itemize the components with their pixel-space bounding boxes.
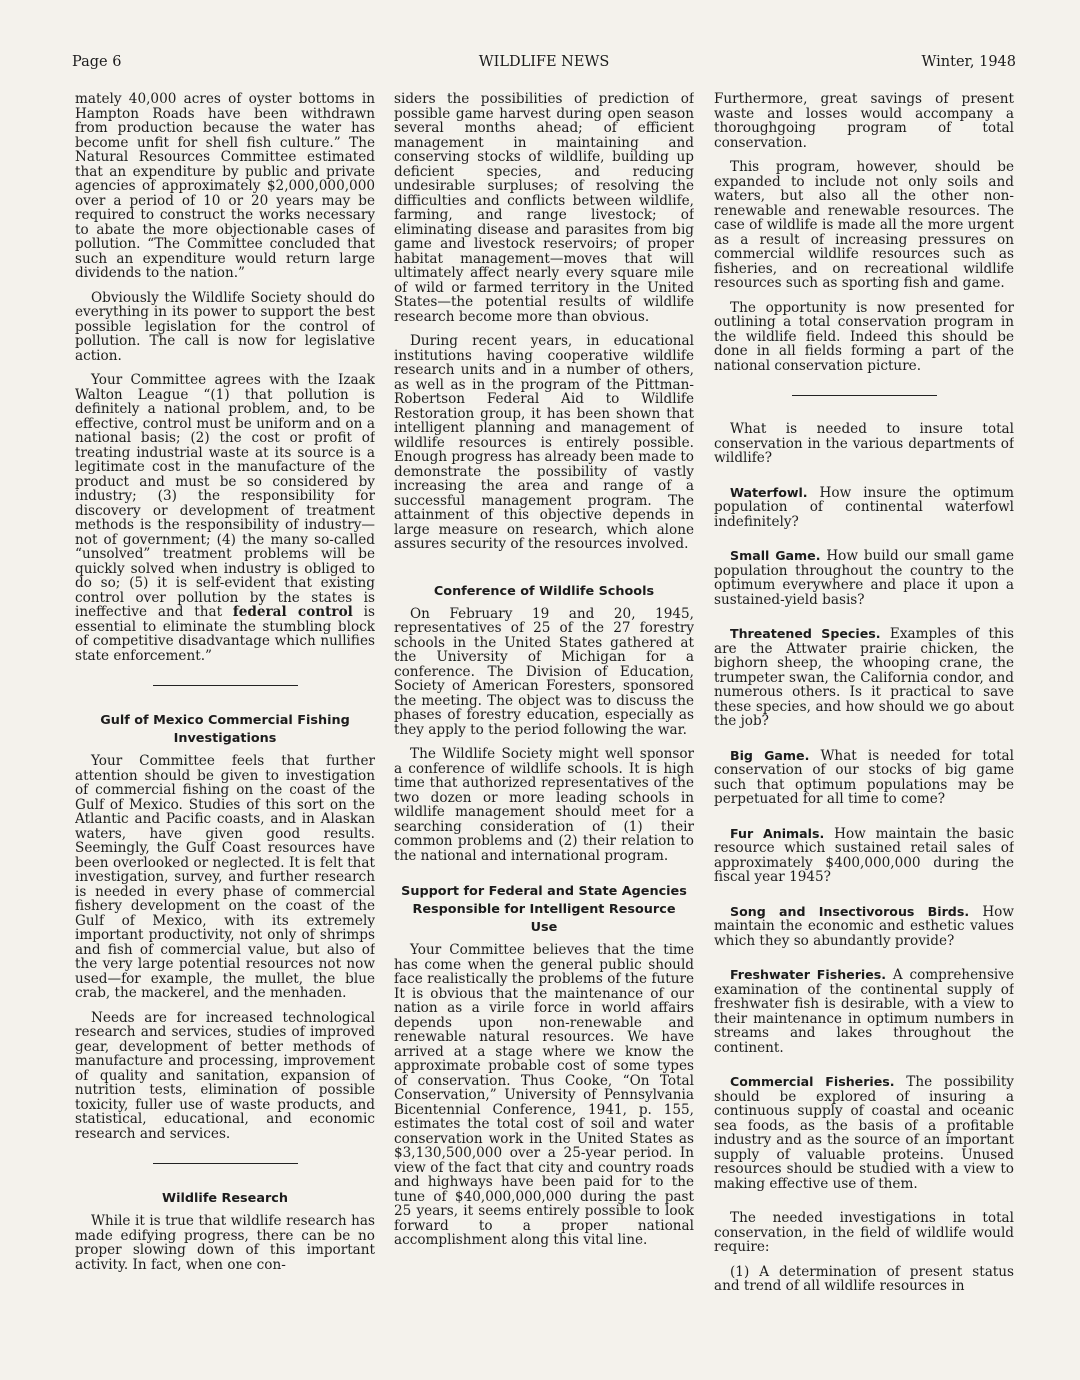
- page-header: [72, 54, 1016, 76]
- section-divider: [153, 1163, 298, 1164]
- topic-commercial-fisheries: Commercial Fisheries. The possibility should be explored of insuring a continuous supply of coastal and oceanic sea foods, as the basis of a profitable industry and as the source of an important supply of valuable proteins. Unused resources should be studied with a view to making effective use of them.: [714, 1074, 1014, 1192]
- paragraph: What is needed to insure total conservation in the various departments of wildlife?: [714, 421, 1014, 466]
- topic-big-game: Big Game. What is needed for total conservation of our stocks of big game such that optimum populations may be perpetuated for all time to come?: [714, 747, 1014, 807]
- paragraph: Needs are for increased technological research and services, studies of improved gear, development of better methods of manufacture and processing, improvement of quality and sanitation, expansion of nutrition tests, elimination of possible toxicity, fuller use of waste products, and statistical, educational, and economic research and services.: [75, 1009, 375, 1142]
- run-in-heading: Waterfowl.: [730, 484, 808, 500]
- section-spacer: [472, 562, 617, 563]
- bold-emphasis: federal control: [232, 604, 353, 620]
- paragraph: On February 19 and 20, 1945, representatives of 25 of the 27 forestry schools in the United States gathered at the University of Michigan for a conference. The Division of Education, Society of American Foresters, sponsored the meeting. The object was to discuss the phases of forestry education, especially as they apply to the period following the war.: [394, 605, 694, 738]
- section-heading-wildlife-research: Wildlife Research: [162, 1191, 288, 1206]
- run-in-heading: Fur Animals.: [730, 825, 825, 841]
- section-divider: [792, 395, 937, 396]
- paragraph: Your Committee feels that further attention should be given to investigation of commercial fishing on the coast of the Gulf of Mexico. Studies of this sort on the Atlantic and Pacific coasts, and in Alaskan waters, have given good results. Seemingly, the Gulf Coast resources have been overlooked or neglected. It is felt that investigation, survey, and further research is needed in every phase of commercial fishery development on the coast of the Gulf of Mexico, with its extremely important productivity, not only of shrimps and fish of commercial value, but also of the very large potential resources not now used—for example, the mullet, the blue crab, the mackerel, and the menhaden.: [75, 753, 375, 1001]
- paragraph: This program, however, should be expanded to include not only soils and waters, but also all the other non-renewable and renewable resources. The case of wildlife is made all the more urgent as a result of increasing pressures on commercial wildlife resources such as fisheries, and on recreational wildlife resources such as sporting fish and game.: [714, 159, 1014, 291]
- paragraph: While it is true that wildlife research has made edifying progress, there can be no proper slowing down of this important activity. In fact, when one con-: [75, 1213, 375, 1273]
- column-middle: [394, 92, 694, 1307]
- section-heading-conference: Conference of Wildlife Schools: [433, 583, 655, 599]
- topic-threatened-species: Threatened Species. Examples of this are the Attwater prairie chicken, the bighorn sheep, the whooping crane, the trumpeter swan, the California condor, and numerous others. Is it practical to save these species, and how should we go about the job?: [714, 626, 1014, 729]
- publication-title: WILDLIFE NEWS: [478, 54, 610, 70]
- paragraph: Your Committee believes that the time has come when the general public should face realistically the problems of the future It is obvious that the maintenance of our nation as a virile force in world affairs depends upon non-renewable and renewable natural resources. We have arrived at a stage where we know the approximate probable cost of some types of conservation. Thus Cooke, “On Total Conservation,” University of Pennsylvania Bicentennial Conference, 1941, p. 155, estimates the total cost of soil and water conservation work in the United States as $3,130,500,000 over a 25-year period. In view of the fact that city and country roads and highways have been paid for to the tune of $40,000,000,000 during the past 25 years, it seems entirely possible to look forward to a proper national accomplishment along this vital line.: [394, 942, 694, 1248]
- run-in-heading: Freshwater Fisheries.: [730, 967, 887, 982]
- section-heading-support: Support for Federal and State Agencies Responsible for Intelligent Resource Use: [401, 884, 687, 935]
- paragraph: Furthermore, great savings of present waste and losses would accompany a thoroughgoing program of total conservation.: [714, 92, 1014, 151]
- section-spacer: [394, 873, 694, 883]
- run-in-heading: Big Game.: [730, 747, 810, 763]
- topic-freshwater-fisheries: Freshwater Fisheries. A comprehensive examination of the continental supply of freshwater fish is desirable, with a view to their maintenance in optimum numbers in streams and lakes throughout the continent.: [714, 967, 1014, 1056]
- run-in-heading: Commercial Fisheries.: [730, 1074, 895, 1089]
- run-in-heading: Threatened Species.: [730, 626, 881, 641]
- issue-date: Winter, 1948: [921, 54, 1016, 70]
- paragraph: Obviously the Wildlife Society should do everything in its power to support the best possible legislation for the control of pollution. The call is now for legislative action.: [75, 289, 375, 364]
- paragraph: mately 40,000 acres of oyster bottoms in Hampton Roads have been withdrawn from production because the water has become unfit for shell fish culture.” The Natural Resources Committee estimated that an expenditure by public and private agencies of approximately $2,000,000,000 over a period of 10 or 20 years may be required to construct the works necessary to abate the more objectionable cases of pollution. “The Committee concluded that such an expenditure would return large dividends to the nation.”: [75, 92, 375, 281]
- section-heading-gulf-of-mexico: Gulf of Mexico Commercial Fishing Investigations: [100, 713, 350, 746]
- paragraph: The needed investigations in total conservation, in the field of wildlife would require:: [714, 1210, 1014, 1255]
- paragraph: (1) A determination of present status and trend of all wildlife resources in: [714, 1263, 1014, 1294]
- run-in-heading: Song and Insectivorous Birds.: [730, 903, 970, 919]
- paragraph: Your Committee agrees with the Izaak Walton League “(1) that pollution is definitely a national problem, and, to be effective, control must be uniform and on a national basis; (2) the cost or profit of treating industrial waste at its source is a legitimate cost in the manufacture of the product and must be so considered by industry; (3) the responsibility for discovery or development of treatment methods is the responsibility of industry—not of government; (4) the many so-called “unsolved” treatment problems will be quickly solved when industry is obliged to do so; (5) it is self-evident that existing control over pollution by the states is ineffective and that federal control is essential to eliminate the stumbling block of competitive disadvantage which nullifies state enforcement.”: [75, 372, 375, 664]
- section-divider: [153, 685, 298, 686]
- column-left: [75, 92, 375, 1307]
- page-number: Page 6: [72, 54, 122, 70]
- run-in-heading: Small Game.: [730, 548, 821, 563]
- topic-song-birds: Song and Insectivorous Birds. How maintain the economic and esthetic values which they so abundantly provide?: [714, 903, 1014, 949]
- paragraph: siders the possibilities of prediction of possible game harvest during open season several months ahead; of efficient management in maintaining and conserving stocks of wildlife, building up deficient species, and reducing undesirable surpluses; of resolving the difficulties and conflicts between wildlife, farming, and range livestock; of eliminating disease and parasites from big game and livestock reservoirs; of proper habitat management—moves that will ultimately affect nearly every square mile of wild or farmed territory in the United States—the potential results of wildlife research become more than obvious.: [394, 92, 694, 325]
- column-right: [714, 92, 1014, 1307]
- topic-fur-animals: Fur Animals. How maintain the basic resource which sustained retail sales of approximately $400,000,000 during the fiscal year 1945?: [714, 825, 1014, 885]
- paragraph: The Wildlife Society might well sponsor a conference of wildlife schools. It is high time that authorized representatives of the two dozen or more leading schools in wildlife management should meet for a searching consideration of (1) their common problems and (2) their relation to the national and international program.: [394, 746, 694, 864]
- paragraph: During recent years, in educational institutions having cooperative wildlife research units and in a number of others, as well as in the program of the Pittman-Robertson Federal Aid to Wildlife Restoration group, it has been shown that intelligent planning and management of wildlife resources is entirely possible. Enough progress has already been made to demonstrate the possibility of vastly increasing the area and range of a successful management program. The attainment of this objective depends in large measure on research, which alone assures security of the resources involved.: [394, 333, 694, 552]
- topic-waterfowl: Waterfowl. How insure the optimum population of continental waterfowl indefinitely?: [714, 484, 1014, 530]
- paragraph: The opportunity is now presented for outlining a total conservation program in the wildlife field. Indeed this should be done in all fields forming a part of the national conservation picture.: [714, 299, 1014, 374]
- topic-small-game: Small Game. How build our small game population throughout the country to the optimum everywhere and place it upon a sustained-yield basis?: [714, 548, 1014, 608]
